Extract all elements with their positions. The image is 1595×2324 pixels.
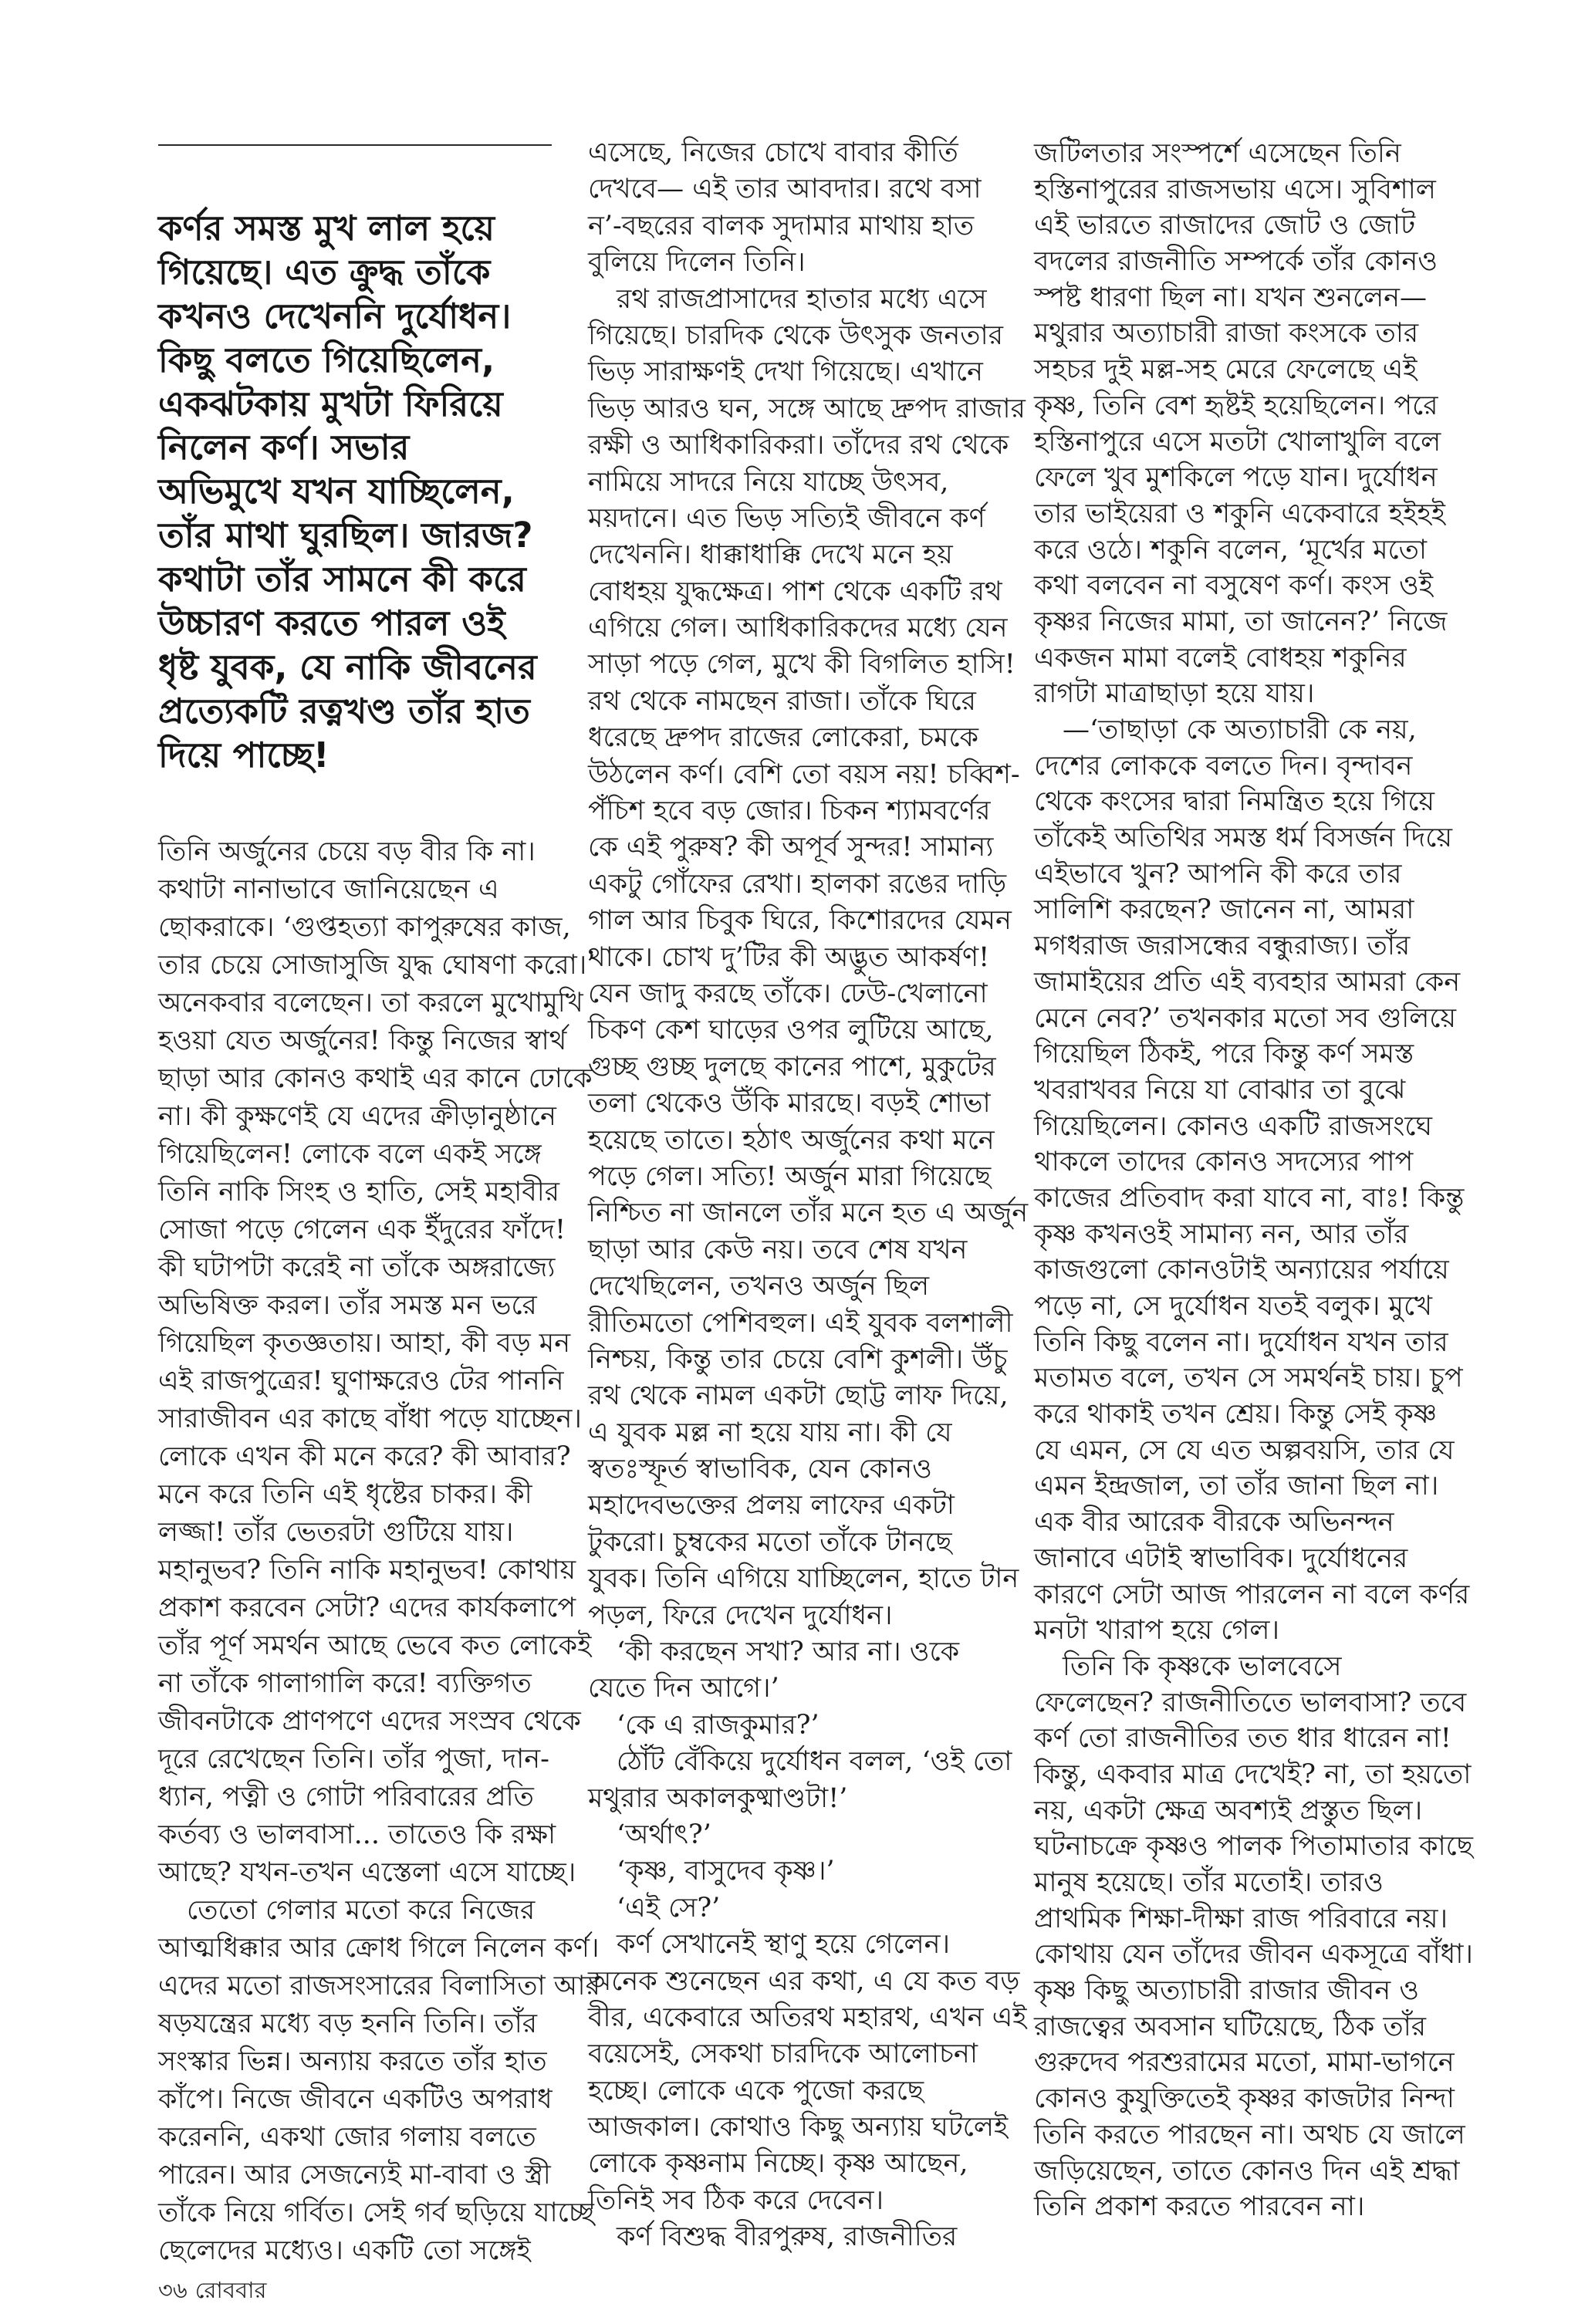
text-line: কর্ণ সেখানেই স্থাণু হয়ে গেলেন। [617, 1929, 951, 1961]
text-line: ভিড় সারাক্ষণই দেখা গিয়েছে। এখানে [588, 356, 983, 388]
text-line: মথুরার অত্যাচারী রাজা কংসকে তার [1034, 318, 1419, 350]
text-line: কর্ণ বিশুদ্ধ বীরপুরুষ, রাজনীতির [617, 2221, 958, 2253]
paragraph [588, 282, 1029, 1634]
text-line: তিনি নাকি সিংহ ও হাতি, সেই মহাবীর [158, 1177, 559, 1208]
text-line: ঘটনাচক্রে কৃষ্ণও পালক পিতামাতার কাছে [1034, 1831, 1473, 1863]
text-line: কৃষ্ণ কিছু অত্যাচারী রাজার জীবন ও [1034, 1975, 1419, 2007]
paragraph [1034, 1649, 1473, 2225]
paragraph [588, 1634, 966, 1708]
text-line: কৃষ্ণর নিজের মামা, তা জানেন?’ নিজে [1034, 606, 1448, 637]
paragraph [588, 135, 982, 282]
text-line: এ যুবক মল্ল না হয়ে যায় না। কী যে [588, 1417, 952, 1448]
text-line: মতামত বলে, তখন সে সমর্থনই চায়। চুপ [1034, 1363, 1463, 1394]
text-line: তিনি করতে পারছেন না। অথচ যে জালে [1034, 2119, 1465, 2150]
text-line: ফেলে খুব মুশকিলে পড়ে যান। দুর্যোধন [1034, 462, 1438, 494]
text-line: সাড়া পড়ে গেল, মুখে কী বিগলিত হাসি! [588, 649, 1015, 681]
text-line: ‘কে এ রাজকুমার?’ [617, 1709, 819, 1741]
text-line: রথ থেকে নামল একটা ছোট্ট লাফ দিয়ে, [588, 1380, 1009, 1412]
text-line: তিনিই সব ঠিক করে দেবেন। [588, 2184, 884, 2216]
text-line: উঠলেন কর্ণ। বেশি তো বয়স নয়! চব্বিশ- [588, 758, 1020, 790]
text-line: একজন মামা বলেই বোধহয় শকুনির [1034, 642, 1407, 674]
pull-quote-line: কর্ণর সমস্ত মুখ লাল হয়ে [158, 208, 495, 248]
text-line: যে এমন, সে যে এত অল্পবয়সি, তার যে [1034, 1434, 1455, 1466]
text-line: এদের মতো রাজসংসারের বিলাসিতা আর [158, 1971, 600, 2001]
text-line: একটু গোঁফের রেখা। হালকা রঙের দাড়ি [588, 868, 1007, 900]
text-line: রাগটা মাত্রাছাড়া হয়ে যায়। [1034, 678, 1315, 710]
text-line: অনেকবার বলেছেন। তা করলে মুখোমুখি [158, 988, 583, 1018]
text-line: করে ওঠে। শকুনি বলেন, ‘মূর্খের মতো [1034, 534, 1427, 566]
text-line: অভিষিক্ত করল। তাঁর সমস্ত মন ভরে [158, 1290, 537, 1321]
text-line: এক বীর আরেক বীরকে অভিনন্দন [1034, 1507, 1394, 1539]
pull-quote-line: দিয়ে পাচ্ছে! [158, 734, 329, 775]
text-line: গিয়েছিল কৃতজ্ঞতায়। আহা, কী বড় মন [158, 1328, 571, 1359]
text-line: ছাড়া আর কেউ নয়। তবে শেষ যখন [588, 1234, 968, 1265]
page-number: ৩৬ [158, 2277, 188, 2303]
text-line: তিনি প্রকাশ করতে পারবেন না। [1034, 2191, 1365, 2223]
text-line: বীর, একেবারে অতিরথ মহারথ, এখন এই [588, 2001, 1027, 2033]
text-line: থাকলে তাদের কোনও সদস্যের পাপ [1034, 1147, 1414, 1178]
text-line: প্রকাশ করবেন সেটা? এদের কার্যকলাপে [158, 1593, 576, 1623]
text-line: সোজা পড়ে গেলেন এক ইঁদুরের ফাঁদে! [158, 1214, 566, 1245]
text-line: কাজের প্রতিবাদ করা যাবে না, বাঃ! কিন্তু [1034, 1182, 1465, 1214]
text-line: সহচর দুই মল্ল-সহ মেরে ফেলেছে এই [1034, 354, 1418, 386]
text-line: তাঁর পূর্ণ সমর্থন আছে ভেবে কত লোকেই [158, 1630, 592, 1661]
text-line: কী ঘটাপটা করেই না তাঁকে অঙ্গরাজ্যে [158, 1252, 556, 1283]
text-line: কাঁপে। নিজে জীবনে একটিও অপরাধ [158, 2084, 553, 2115]
text-line: ধরেছে দ্রুপদ রাজের লোকেরা, চমকে [588, 722, 979, 754]
text-line: পঁচিশ হবে বড় জোর। চিকন শ্যামবর্ণের [588, 795, 991, 827]
text-line: ষড়যন্ত্রের মধ্যে বড় হননি তিনি। তাঁর [158, 2008, 537, 2039]
text-line: এমন ইন্দ্রজাল, তা তাঁর জানা ছিল না। [1034, 1471, 1439, 1502]
text-line: আজকাল। কোথাও কিছু অন্যায় ঘটলেই [588, 2112, 1009, 2143]
text-line: কোনও কুযুক্তিতেই কৃষ্ণর কাজটার নিন্দা [1034, 2083, 1455, 2115]
text-line: কিন্তু, একবার মাত্র দেখেই? না, তা হয়তো [1034, 1758, 1472, 1790]
text-line: সালিশি করছেন? জানেন না, আমরা [1034, 894, 1414, 926]
text-line: গুচ্ছ গুচ্ছ দুলছে কানের পাশে, মুকুটের [588, 1051, 996, 1083]
text-line: জামাইয়ের প্রতি এই ব্যবহার আমরা কেন [1034, 966, 1461, 998]
text-line: টুকরো। চুম্বকের মতো তাঁকে টানছে [588, 1526, 952, 1558]
paragraph [588, 1817, 966, 1853]
text-line: রক্ষী ও আধিকারিকরা। তাঁদের রথ থেকে [588, 430, 1009, 461]
text-line: হওয়া যেত অর্জুনের! কিন্তু নিজের স্বার্থ [158, 1025, 567, 1056]
text-line: লোকে এখন কী মনে করে? কী আবার? [158, 1441, 571, 1472]
text-line: পড়ে না, সে দুর্যোধন যতই বলুক। মুখে [1034, 1291, 1432, 1322]
text-line: দেশের লোককে বলতে দিন। বৃন্দাবন [1034, 750, 1413, 782]
paragraph [158, 833, 596, 1892]
text-line: ন’-বছরের বালক সুদামার মাথায় হাত [588, 210, 975, 242]
article-column-middle [588, 135, 1029, 2256]
text-line: থেকে কংসের দ্বারা নিমন্ত্রিত হয়ে গিয়ে [1034, 786, 1435, 818]
text-line: তিনি অর্জুনের চেয়ে বড় বীর কি না। [158, 836, 536, 867]
text-line: দূরে রেখেছেন তিনি। তাঁর পুজা, দান- [158, 1744, 549, 1775]
text-line: মানুষ হয়েছে। তাঁর মতোই। তারও [1034, 1867, 1384, 1898]
text-line: গিয়েছিল ঠিকই, পরে কিন্তু কর্ণ সমস্ত [1034, 1039, 1414, 1070]
text-line: চিকণ কেশ ঘাড়ের ওপর লুটিয়ে আছে, [588, 1015, 994, 1046]
page-footer [158, 2276, 267, 2304]
text-line: তাঁকে নিয়ে গর্বিত। সেই গর্ব ছড়িয়ে যাচ্ছে [158, 2197, 594, 2228]
text-line: মহাদেবভক্তের প্রলয় লাফের একটা [588, 1490, 955, 1522]
text-line: এই রাজপুত্রের! ঘুণাক্ষরেও টের পাননি [158, 1366, 564, 1397]
text-line: ‘অর্থাৎ?’ [617, 1819, 711, 1850]
pull-quote-line: কথাটা তাঁর সামনে কী করে [158, 559, 526, 600]
text-line: করেননি, একথা জোর গলায় বলতে [158, 2122, 536, 2153]
text-line: রীতিমতো পেশিবহুল। এই যুবক বলশালী [588, 1307, 1013, 1339]
text-line: হয়েছে তাতে। হঠাৎ অর্জুনের কথা মনে [588, 1124, 995, 1156]
text-line: কৃষ্ণ কখনওই সামান্য নন, আর তাঁর [1034, 1218, 1409, 1250]
text-line: মথুরার অকালকুষ্মাণ্ডটা!’ [588, 1782, 848, 1814]
text-line: রাজত্বের অবসান ঘটিয়েছে, ঠিক তাঁর [1034, 2011, 1427, 2042]
text-line: ছোকরাকে। ‘গুপ্তহত্যা কাপুরুষের কাজ, [158, 912, 571, 943]
pull-quote-line: কিছু বলতে গিয়েছিলেন, [158, 339, 495, 380]
text-line: স্বতঃস্ফূর্ত স্বাভাবিক, যেন কোনও [588, 1454, 932, 1485]
paragraph [1034, 712, 1470, 1649]
text-line: মনে করে তিনি এই ধৃষ্টের চাকর। কী [158, 1479, 532, 1510]
text-line: কাজগুলো কোনওটাই অন্যায়ের পর্যায়ে [1034, 1255, 1449, 1286]
text-line: যুবক। তিনি এগিয়ে যাচ্ছিলেন, হাতে টান [588, 1563, 1019, 1595]
text-line: নিশ্চিত না জানলে তাঁর মনে হত এ অর্জুন [588, 1197, 1029, 1229]
text-line: তার ভাইয়েরা ও শকুনি একেবারে হইহই [1034, 498, 1445, 529]
text-line: ভিড় আরও ঘন, সঙ্গে আছে দ্রুপদ রাজার [588, 393, 1026, 424]
text-line: পারেন। আর সেজন্যেই মা-বাবা ও স্ত্রী [158, 2160, 551, 2191]
paragraph [588, 1927, 1027, 2219]
text-line: তিনি কি কৃষ্ণকে ভালবেসে [1063, 1650, 1342, 1682]
text-line: জানাবে এটাই স্বাভাবিক। দুর্যোধনের [1034, 1542, 1408, 1574]
text-line: ‘কৃষ্ণ, বাসুদেব কৃষ্ণ।’ [617, 1856, 835, 1887]
text-line: রথ রাজপ্রাসাদের হাতার মধ্যে এসে [617, 283, 987, 315]
text-line: না। কী কুক্ষণেই যে এদের ক্রীড়ানুষ্ঠানে [158, 1101, 556, 1132]
text-line: পড়ল, ফিরে দেখেন দুর্যোধন। [588, 1599, 893, 1631]
text-line: দেখেছিলেন, তখনও অর্জুন ছিল [588, 1271, 930, 1302]
text-line: ময়দানে। এত ভিড় সত্যিই জীবনে কর্ণ [588, 502, 985, 534]
text-line: খবরাখবর নিয়ে যা বোঝার তা বুঝে [1034, 1074, 1406, 1106]
text-line: বুলিয়ে দিলেন তিনি। [588, 247, 806, 279]
pull-quote-line: একঝটকায় মুখটা ফিরিয়ে [158, 383, 503, 424]
text-line: কথা বলবেন না বসুষেণ কর্ণ। কংস ওই [1034, 570, 1434, 602]
article-column-right [1034, 136, 1473, 2225]
text-line: কর্তব্য ও ভালবাসা... তাতেও কি রক্ষা [158, 1819, 556, 1850]
text-line: নয়, একটা ক্ষেত্র অবশ্যই প্রস্তুত ছিল। [1034, 1795, 1423, 1826]
text-line: বয়েসেই, সেকথা চারদিকে আলোচনা [588, 2039, 978, 2070]
text-line: তার চেয়ে সোজাসুজি যুদ্ধ ঘোষণা করো।’ [158, 950, 596, 981]
pull-quote-line: কখনও দেখেননি দুর্যোধন। [158, 295, 512, 336]
text-line: কথাটা নানাভাবে জানিয়েছেন এ [158, 874, 499, 905]
text-line: এসেছে, নিজের চোখে বাবার কীর্তি [588, 137, 958, 168]
paragraph [158, 1892, 600, 2270]
text-line: এগিয়ে গেল। আধিকারিকদের মধ্যে যেন [588, 613, 1008, 644]
text-line: ছাড়া আর কোনও কথাই এর কানে ঢোকে [158, 1063, 593, 1094]
text-line: কৃষ্ণ, তিনি বেশ হৃষ্টই হয়েছিলেন। পরে [1034, 390, 1438, 421]
text-line: এইভাবে খুন? আপনি কী করে তার [1034, 858, 1402, 890]
text-line: মেনে নেব?’ তখনকার মতো সব গুলিয়ে [1034, 1002, 1457, 1034]
text-line: কারণে সেটা আজ পারলেন না বলে কর্ণর [1034, 1579, 1470, 1610]
text-line: তাঁকেই অতিথির সমস্ত ধর্ম বিসর্জন দিয়ে [1034, 823, 1452, 854]
publication-name: রোববার [194, 2277, 267, 2303]
text-line: স্পষ্ট ধারণা ছিল না। যখন শুনলেন— [1034, 282, 1428, 313]
text-line: ‘কী করছেন সখা? আর না। ওকে [617, 1637, 960, 1668]
pull-quote-line: উচ্চারণ করতে পারল ওই [158, 603, 505, 644]
text-line: দেখবে— এই তার আবদার। রথে বসা [588, 174, 982, 205]
text-line: আত্মধিক্কার আর ক্রোধ গিলে নিলেন কর্ণ। [158, 1933, 600, 1964]
text-line: হস্তিনাপুরের রাজসভায় এসে। সুবিশাল [1034, 174, 1436, 205]
text-line: রথ থেকে নামছেন রাজা। তাঁকে ঘিরে [588, 685, 976, 717]
text-line: যেন জাদু করছে তাঁকে। ঢেউ-খেলানো [588, 978, 988, 1009]
text-line: ছেলেদের মধ্যেও। একটি তো সঙ্গেই [158, 2235, 531, 2266]
text-line: ‘এই সে?’ [617, 1892, 721, 1924]
text-line: মনটা খারাপ হয়ে গেল। [1034, 1615, 1280, 1647]
text-line: করে থাকাই তখন শ্রেয়। কিন্তু সেই কৃষ্ণ [1034, 1399, 1438, 1431]
text-line: ফেলেছেন? রাজনীতিতে ভালবাসা? তবে [1034, 1687, 1467, 1718]
text-line: পড়ে গেল। সত্যি! অর্জুন মারা গিয়েছে [588, 1160, 992, 1192]
text-line: তিনি কিছু বলেন না। দুর্যোধন যখন তার [1034, 1326, 1448, 1358]
paragraph [1034, 136, 1448, 712]
text-line: গুরুদেব পরশুরামের মতো, মামা-ভাগনে [1034, 2047, 1455, 2079]
text-line: হচ্ছে। লোকে একে পুজো করছে [588, 2075, 924, 2106]
text-line: গিয়েছিলেন। কোনও একটি রাজসংঘে [1034, 1110, 1433, 1142]
pull-quote-line: নিলেন কর্ণ। সভার [158, 427, 410, 468]
paragraph [588, 1708, 966, 1744]
text-line: লোকে কৃষ্ণনাম নিচ্ছে। কৃষ্ণ আছেন, [588, 2148, 968, 2180]
text-line: এই ভারতে রাজাদের জোট ও জোট [1034, 210, 1416, 242]
text-line: দেখেননি। ধাক্কাধাক্কি দেখে মনে হয় [588, 539, 953, 571]
text-line: হস্তিনাপুরে এসে মতটা খোলাখুলি বলে [1034, 426, 1441, 458]
text-line: ধ্যান, পত্নী ও গোটা পরিবারের প্রতি [158, 1782, 534, 1812]
paragraph [588, 1744, 1012, 1817]
text-line: মগধরাজ জরাসন্ধের বন্ধুরাজ্য। তাঁর [1034, 931, 1411, 962]
pull-quote-line: প্রত্যেকটি রত্নখণ্ড তাঁর হাত [158, 690, 530, 731]
text-line: গিয়েছিলেন! লোকে বলে একই সঙ্গে [158, 1139, 542, 1170]
text-line: তেতো গেলার মতো করে নিজের [187, 1895, 536, 1926]
text-line: লজ্জা! তাঁর ভেতরটা গুটিয়ে যায়। [158, 1517, 514, 1548]
pull-quote-line: ধৃষ্ট যুবক, যে নাকি জীবনের [158, 646, 537, 687]
text-line: অনেক শুনেছেন এর কথা, এ যে কত বড় [588, 1965, 1020, 1997]
text-line: সংস্কার ভিন্ন। অন্যায় করতে তাঁর হাত [158, 2046, 547, 2077]
text-line: মহানুভব? তিনি নাকি মহানুভব! কোথায় [158, 1555, 576, 1586]
text-line: থাকে। চোখ দু’টির কী অদ্ভুত আকর্ষণ! [588, 941, 990, 973]
text-line: সারাজীবন এর কাছে বাঁধা পড়ে যাচ্ছেন। [158, 1404, 582, 1434]
pull-quote-line: অভিমুখে যখন যাচ্ছিলেন, [158, 471, 515, 512]
paragraph [588, 1853, 966, 1890]
text-line: ঠোঁট বেঁকিয়ে দুর্যোধন বলল, ‘ওই তো [617, 1746, 1012, 1778]
text-line: —‘তাছাড়া কে অত্যাচারী কে নয়, [1063, 714, 1417, 745]
text-line: কোথায় যেন তাঁদের জীবন একসূত্রে বাঁধা। [1034, 1939, 1473, 1971]
text-line: জড়িয়েছেন, তাতে কোনও দিন এই শ্রদ্ধা [1034, 2155, 1460, 2187]
text-line: গিয়েছে। চারদিক থেকে উৎসুক জনতার [588, 319, 1003, 351]
pull-quote-top-rule [158, 144, 552, 146]
text-line: প্রাথমিক শিক্ষা-দীক্ষা রাজ পরিবারে নয়। [1034, 1903, 1448, 1934]
text-line: যেতে দিন আগে।’ [588, 1673, 779, 1704]
text-line: আছে? যখন-তখন এস্তেলা এসে যাচ্ছে। [158, 1857, 576, 1888]
text-line: কে এই পুরুষ? কী অপূর্ব সুন্দর! সামান্য [588, 832, 994, 863]
pull-quote-line: তাঁর মাথা ঘুরছিল। জারজ? [158, 515, 533, 556]
text-line: কর্ণ তো রাজনীতির তত ধার ধারেন না! [1034, 1723, 1451, 1755]
text-line: বোধহয় যুদ্ধক্ষেত্র। পাশ থেকে একটি রথ [588, 576, 1002, 607]
paragraph [588, 1890, 966, 1927]
text-line: বদলের রাজনীতি সম্পর্কে তাঁর কোনও [1034, 246, 1438, 278]
pull-quote-line: গিয়েছে। এত ক্রুদ্ধ তাঁকে [158, 251, 491, 292]
text-line: গাল আর চিবুক ঘিরে, কিশোরদের যেমন [588, 905, 1012, 937]
text-line: নিশ্চয়, কিন্তু তার চেয়ে বেশি কুশলী। উঁচু [588, 1343, 1008, 1375]
text-line: তলা থেকেও উঁকি মারছে। বড়ই শোভা [588, 1088, 991, 1120]
text-line: জীবনটাকে প্রাণপণে এদের সংস্রব থেকে [158, 1706, 581, 1737]
article-column-left [158, 833, 600, 2270]
text-line: না তাঁকে গালাগালি করে! ব্যক্তিগত [158, 1668, 532, 1699]
text-line: নামিয়ে সাদরে নিয়ে যাচ্ছে উৎসব, [588, 466, 949, 498]
pull-quote [158, 207, 559, 778]
text-line: জটিলতার সংস্পর্শে এসেছেন তিনি [1034, 138, 1401, 169]
paragraph [588, 2219, 966, 2255]
